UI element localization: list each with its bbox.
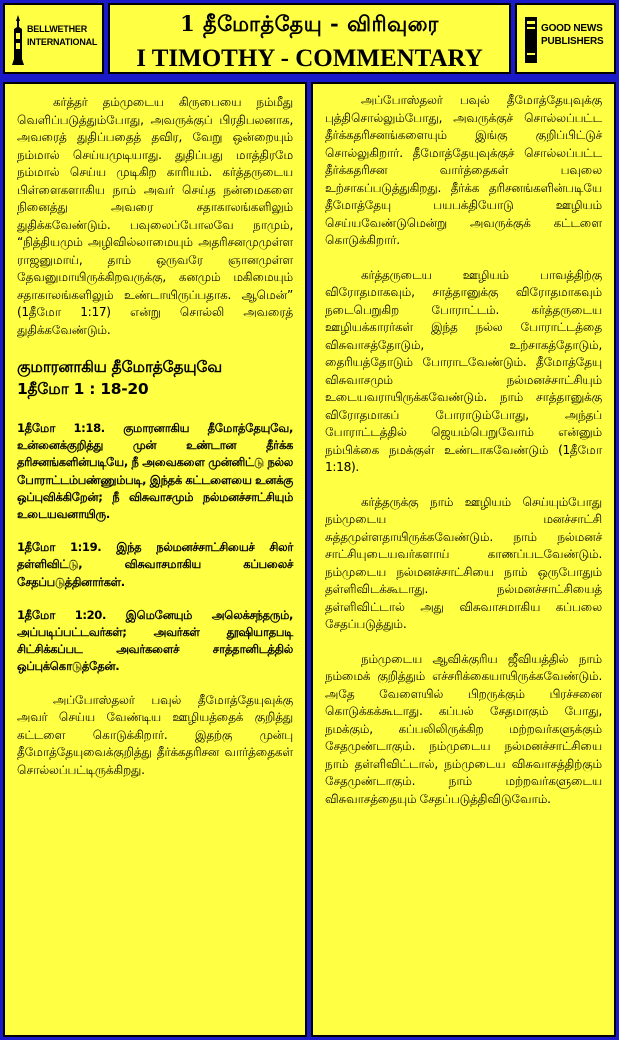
good-news-logo [515,3,616,74]
bellwether-tower-icon [11,15,25,65]
closing-paragraph: அப்போஸ்தலர் பவுல் தீமோத்தேயுவுக்கு அவர் செய்ய வேண்டிய ஊழியத்தைக் குறித்து கட்டளை கொடுக்கிறார். இதற்கு முன்பு தீமோத்தேயுவைக்குறித்து தீர்க்கதரிசன வார்த்தைகள் சொல்லப்பட்டிருக்கிறது. [17,692,293,777]
right-paragraph-1: அப்போஸ்தலர் பவுல் தீமோத்தேயுவுக்கு புத்திசொல்லும்போது, அவருக்குச் சொல்லப்பட்ட தீர்க்கதரிசனங்களையும் இங்கு குறிப்பிட்டுச் சொல்லுகிறார். தீமோத்தேயுவுக்குச் சொல்லப்பட்ட தீர்க்கதரிசன வார்த்தைகள் பவுலை உற்சாகப்படுத்துகிறது. தீர்க்க தரிசனங்களின்படியே தீமோத்தேயு பயபக்தியோடு ஊழியம் செய்யவேண்டுமென்று அவருக்குக் கட்டளை கொடுக்கிறார். [325,93,602,247]
right-paragraph-4: நம்முடைய ஆவிக்குரிய ஜீவியத்தில் நாம் நம்மைக் குறித்தும் எச்சரிக்கையாயிருக்கவேண்டும். அதே வேளையில் பிறருக்கும் பிரச்சனை கொடுக்கக்கூடாது. கப்பல் சேதமாகும் போது, நமக்கும், கப்பலிலிருக்கிற மற்றவர்களுக்கும் சேதமுண்டாகும். நம்முடைய நல்மனச்சாட்சியை நாம் தள்ளிவிட்டால், நம்முடைய விசுவாசத்திற்கும் சேதமுண்டாகும். நாம் மற்றவர்களுடைய விசுவாசத்தையும் சேதப்படுத்திவிடுவோம். [325,651,602,806]
title-banner [108,3,511,74]
right-paragraph-3: கர்த்தருக்கு நாம் ஊழியம் செய்யும்போது நம்முடைய மனச்சாட்சி சுத்தமுள்ளதாயிருக்கவேண்டும். நாம் நல்மனச் சாட்சியுடையவர்களாய் காணப்படவேண்டும். நம்முடைய நல்மனச்சாட்சியை நாம் ஒருபோதும் தள்ளிவிடக்கூடாது. நல்மனச்சாட்சியைத் தள்ளிவிட்டால் அது விசுவாசமாகிய கப்பலை சேதப்படுத்தும். [325,494,602,631]
section-heading-title: குமாரனாகிய தீமோத்தேயுவே [17,358,222,376]
right-paragraph-2: கர்த்தருடைய ஊழியம் பாவத்திற்கு விரோதமாகவும், சாத்தானுக்கு விரோதமாகவும் நடைபெறுகிற போராட்டம். கர்த்தருடைய ஊழியக்காரர்கள் இந்த நல்ல போராட்டத்தை விசுவாசத்தோடும், உற்சாகத்தோடும், தைரியத்தோடும் போராடவேண்டும். தீமோத்தேயு விசுவாசமும் நல்மனச்சாட்சியும் உடையவராயிருக்கவேண்டும். நாம் சாத்தானுக்கு விரோதமாகப் போராடும்போது, அந்தப் போராட்டத்தில் ஜெயம்பெறுவோம் என்னும் நம்பிக்கை நமக்குள் உண்டாகவேண்டும் (1தீமோ 1:18). [325,267,602,474]
right-column [311,82,616,1037]
logo-right-line2: PUBLISHERS [541,36,604,47]
section-heading-reference: 1தீமோ 1 : 18-20 [17,380,149,398]
bellwether-logo [3,3,104,74]
good-news-book-icon [523,17,539,63]
section-heading [17,356,293,400]
left-column [3,82,307,1037]
verse-18: 1தீமோ 1:18. குமாரனாகிய தீமோத்தேயுவே, உன்னைக்குறித்து முன் உண்டான தீர்க்க தரிசனங்களின்படியே, நீ அவைகளை முன்னிட்டு நல்ல போராட்டம்பண்ணும்படி, இந்தக் கட்டளையை உனக்கு ஒப்புவிக்கிறேன்; நீ விசுவாசமும் நல்மனச்சாட்சியும் உடையவனாயிரு. [17,421,293,522]
verse-19: 1தீமோ 1:19. இந்த நல்மனச்சாட்சியைச் சிலர் தள்ளிவிட்டு, விசுவாசமாகிய கப்பலைச் சேதப்படுத்தினார்கள். [17,540,293,589]
page-title-tamil: 1 தீமோத்தேயு - விரிவுரை [180,11,439,36]
intro-paragraph: கர்த்தர் தம்முடைய கிருபையை நம்மீது வெளிப்படுத்தும்போது, அவருக்குப் பிரதிபலனாக, அவரைத் துதிப்பதைத் தவிர, வேறு ஒன்றையும் நம்மால் செய்யமுடியாது. துதிப்பது மாத்திரமே நம்மால் செய்ய முடிகிற காரியம். கர்த்தருடைய பிள்ளைகளாகிய நாம் அவர் செய்த நன்மைகளை நினைத்து அவரை சதாகாலங்களிலும் துதிக்கவேண்டும். பவுலைப்போலவே நாமும், “நித்தியமும் அழிவில்லாமையும் அதரிசனமுமுள்ள ராஜனுமாய், தாம் ஒருவரே ஞானமுள்ள தேவனுமாயிருக்கிறவருக்கு, கனமும் மகிமையும் சதாகாலங்களிலும் உண்டாயிருப்பதாக. ஆமென்” (1தீமோ 1:17) என்று சொல்லி அவரைத் துதிக்கவேண்டும். [17,95,293,337]
bellwether-logo-text [27,23,97,49]
logo-left-line2: INTERNATIONAL [27,37,98,47]
logo-left-line1: BELLWETHER [27,24,87,34]
good-news-logo-text [541,22,603,48]
logo-right-line1: GOOD NEWS [541,23,603,34]
verse-20: 1தீமோ 1:20. இமெனேயும் அலெக்சந்தரும், அப்படிப்பட்டவர்கள்; அவர்கள் தூஷியாதபடி சிட்சிக்கப்பட அவர்களைச் சாத்தானிடத்தில் ஒப்புக்கொடுத்தேன். [17,607,293,674]
page-title-english: I TIMOTHY - COMMENTARY [136,45,483,72]
